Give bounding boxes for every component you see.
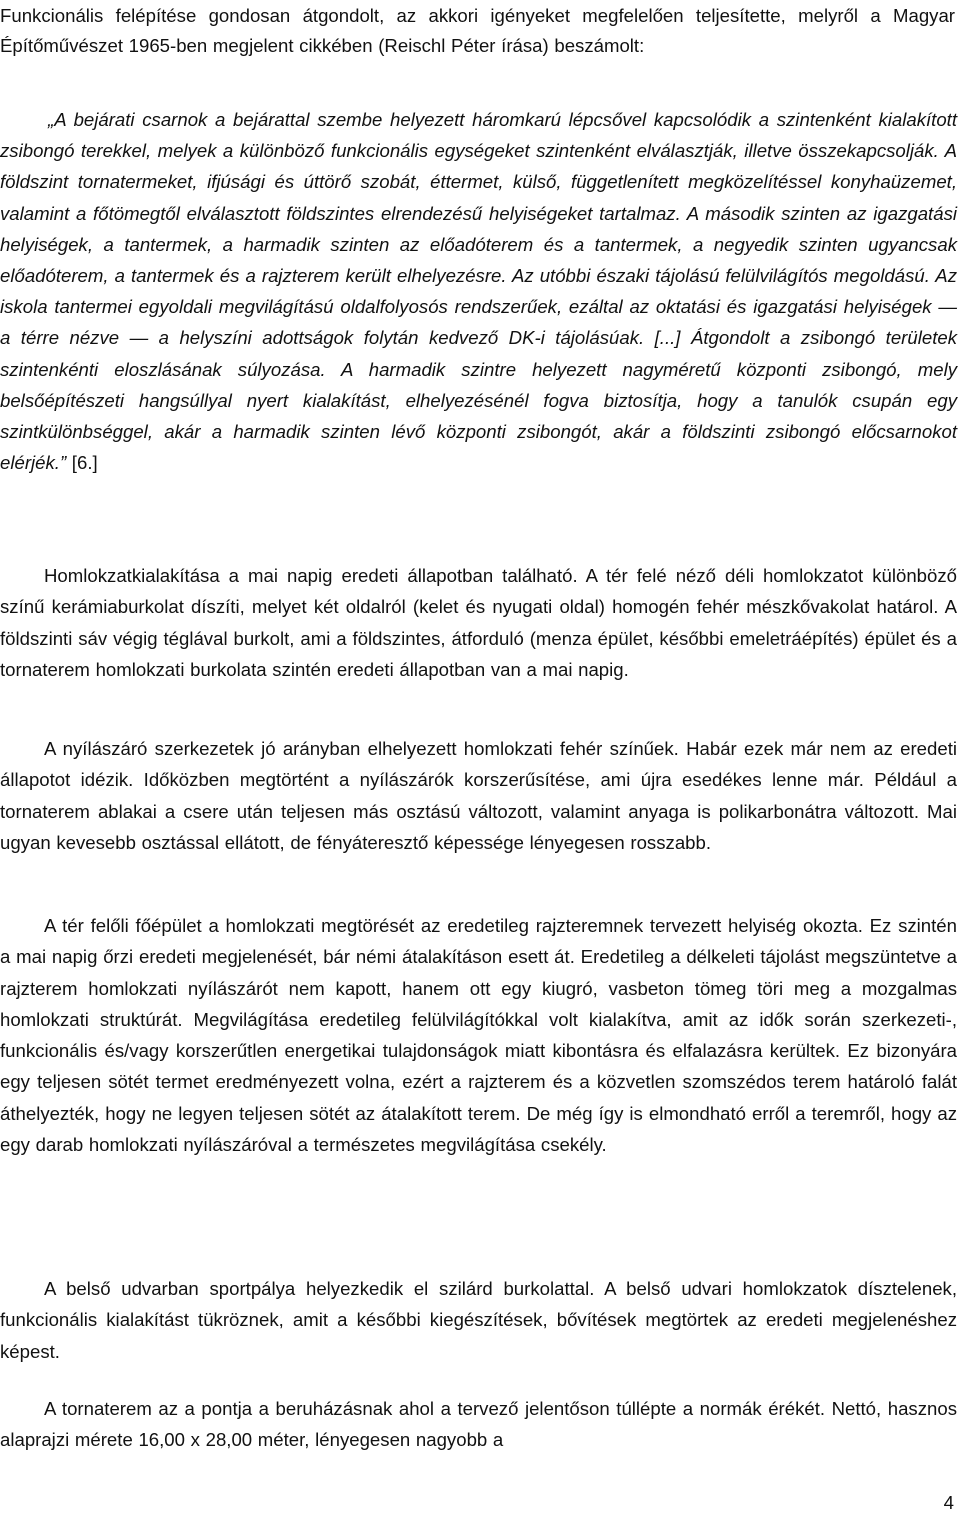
paragraph-facade: Homlokzatkialakítása a mai napig eredeti állapotban található. A tér felé néző déli homlokzatot különböző színű kerámiaburkolat díszíti, melyet két oldalról (kelet és nyugati oldal) homogén fehér mészkővakolat határol. A földszinti sáv végig téglával burkolt, ami a földszintes, átforduló (menza épület, későbbi emeletráépítés) épület és a tornaterem homlokzati burkolata szintén eredeti állapotban van a mai napig. bbox=[0, 565, 957, 680]
paragraph-windows: A nyílászáró szerkezetek jó arányban elhelyezett homlokzati fehér színűek. Habár ezek már nem az eredeti állapotot idézik. Időközben megtörtént a nyílászárók korszerűsítése, ami újra esedékes lenne már. Például a tornaterem ablakai a csere után teljesen más osztású változott, valamint anyaga is polikarbonátra változott. Mai ugyan kevesebb osztással ellátott, de fényáteresztő képessége lényegesen rosszabb. bbox=[0, 738, 957, 853]
citation-reference: [6.] bbox=[66, 452, 98, 474]
page-number: 4 bbox=[943, 1492, 954, 1513]
paragraph-drawing-room: A tér felőli főépület a homlokzati megtörését az eredetileg rajzteremnek tervezett helyiség okozta. Ez szintén a mai napig őrzi eredeti megjelenését, bár némi átalakításon esett át. Eredetileg a délkeleti tájolást megszüntetve a rajzterem homlokzati nyílászárót nem kapott, hanem ott egy kiugró, vasbeton tömeg töri meg a mozgalmas homlokzati struktúrát. Megvilágítása eredetileg felülvilágítókkal volt kialakítva, amit az idők során szerkezeti-, funkcionális és/vagy korszerűtlen energetikai tulajdonságok miatt kibontásra és elfalazásra kerültek. Ez bizonyára egy teljesen sötét termet eredményezett volna, ezért a rajzterem és a közvetlen szomszédos terem határoló falát áthelyezték, hogy ne legyen teljesen sötét az átalakított terem. De még így is elmondható erről a teremről, hogy az egy darab homlokzati nyílászáróval a természetes megvilágítása csekély. bbox=[0, 915, 957, 1156]
quote-text: „A bejárati csarnok a bejárattal szembe helyezett háromkarú lépcsővel kapcsolódik a szintenként kialakított zsibongó terekkel, melyek a különböző funkcionális egységeket szintenként elválasztják, illetve összekapcsolják. A földszint tornatermeket, ifjúsági és úttörő szobát, éttermet, külső, függetlenített megközelítéssel konyhaüzemet, valamint a főtömegtől elválasztott földszintes elrendezésű helyiségeket tartalmaz. A második szinten az igazgatási helyiségek, a tantermek, a harmadik szinten az előadóterem és a tantermek, a negyedik szinten ugyancsak előadóterem, a tantermek és a rajzterem került elhelyezésre. Az utóbbi északi tájolású felülvilágítós megoldású. Az iskola tantermei egyoldali megvilágítású oldalfolyosós rendszerűek, ezáltal az oktatási és igazgatási helyiségek — a térre nézve — a helyszíni adottságok folytán kedvező DK-i tájolásúak. [...] Átgondolt a zsibongó területek szintenkénti eloszlásának súlyozása. A harmadik szintre helyezett nagyméretű központi zsibongó, mely belsőépítészeti hangsúllyal nyert kialakítást, elhelyezésénél fogva biztosítja, hogy a tanulók csupán egy szintkülönbséggel, akár a harmadik szinten lévő központi zsibongót, akár a földszinti zsibongó előcsarnokot elérjék.” bbox=[0, 109, 957, 474]
paragraph-gym: A tornaterem az a pontja a beruházásnak ahol a tervező jelentőson túllépte a normák érékét. Nettó, hasznos alaprajzi mérete 16,00 x 28,00 méter, lényegesen nagyobb a bbox=[0, 1398, 957, 1451]
block-quote bbox=[0, 104, 957, 478]
paragraph-courtyard: A belső udvarban sportpálya helyezkedik el szilárd burkolattal. A belső udvari homlokzatok dísztelenek, funkcionális kialakítást tükröznek, amit a későbbi kiegészítések, bővítések megtörtek az eredeti megjelenéshez képest. bbox=[0, 1278, 957, 1362]
intro-paragraph: Funkcionális felépítése gondosan átgondolt, az akkori igényeket megfelelően teljesítette, melyről a Magyar Építőművészet 1965-ben megjelent cikkében (Reischl Péter írása) beszámolt: bbox=[0, 5, 955, 56]
